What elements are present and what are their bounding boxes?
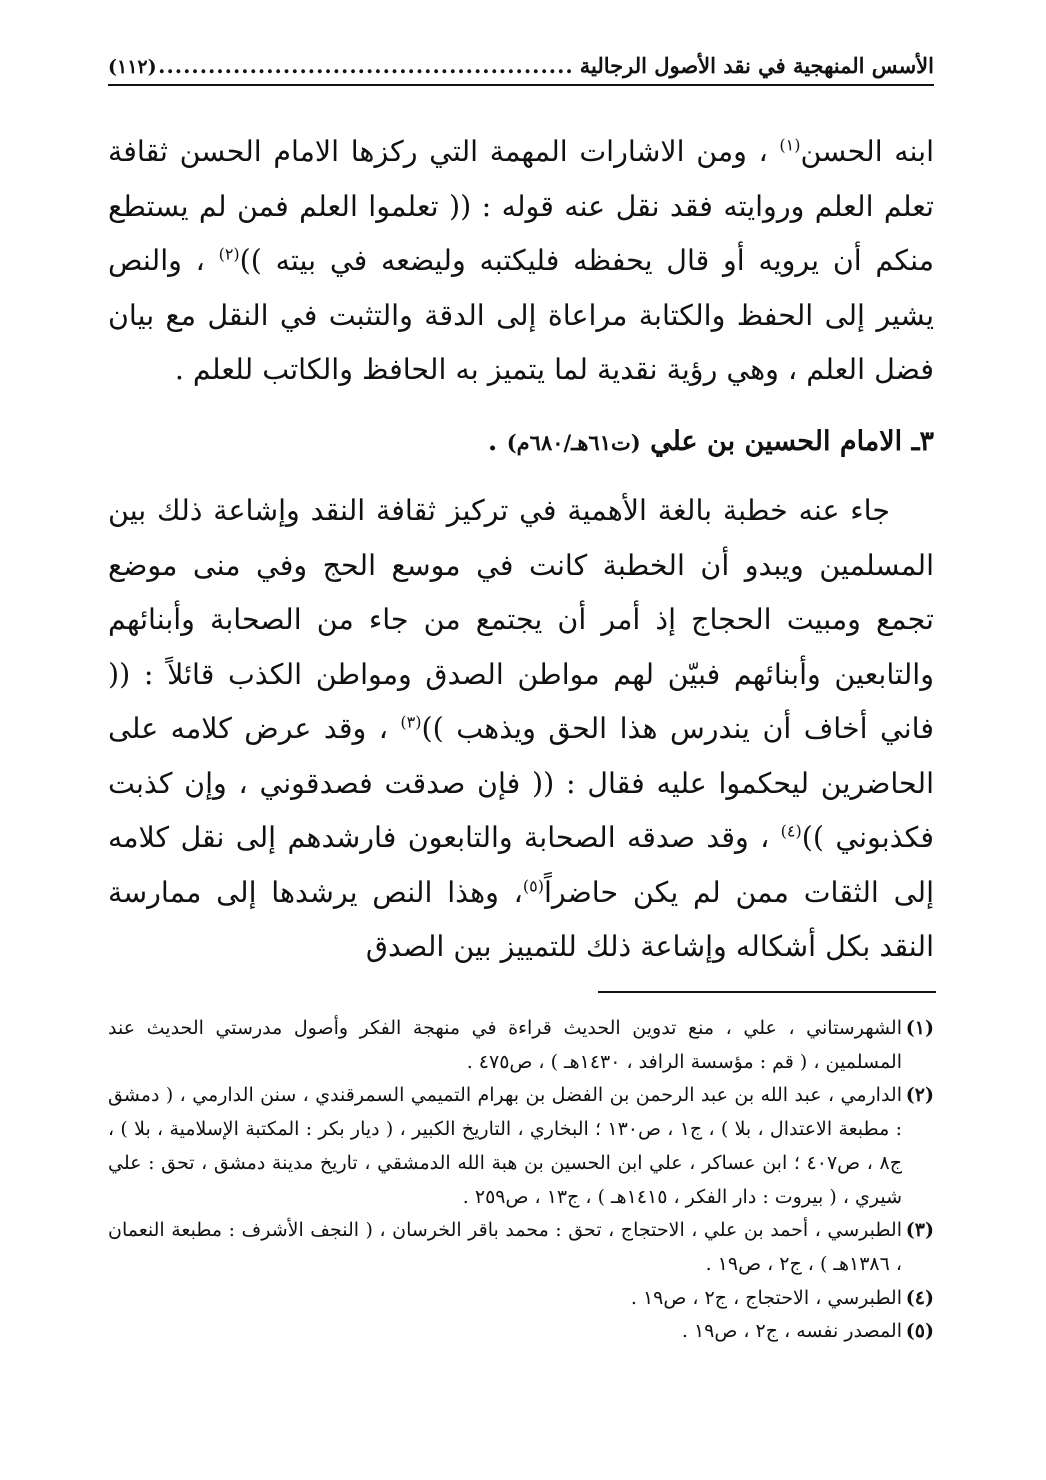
footnote-number: (٣) (905, 1219, 934, 1242)
paragraph-1-start: ابنه الحسن (800, 135, 934, 168)
section-heading (108, 415, 934, 471)
leader-dots (157, 53, 580, 78)
footnote-ref-4: (٤) (780, 821, 802, 841)
section-heading-dates: (ت٦١هـ/٦٨٠م) (506, 429, 641, 455)
footnote-text: الشهرستاني ، علي ، منع تدوين الحديث قراءة في منهجة الفكر وأصول مدرستي الحديث عند المسلمين ، ( قم : مؤسسة الرافد ، ١٤٣٠هـ ) ، ص٤٧٥ . (108, 1017, 902, 1073)
body-text (108, 125, 934, 975)
footnote-text: الدارمي ، عبد الله بن عبد الرحمن بن الفضل بن بهرام التميمي السمرقندي ، سنن الدارمي ، ( دمشق : مطبعة الاعتدال ، بلا ) ، ج١ ، ص١٣٠ ؛ البخاري ، التاريخ الكبير ، ( ديار بكر : المكتبة الإسلامية ، بلا ) ، ج٨ ، ص٤٠٧ ؛ ابن عساكر ، علي ابن الحسين بن هبة الله الدمشقي ، تاريخ مدينة دمشق ، تحق : علي شيري ، ( بيروت : دار الفكر ، ١٤١٥هـ ) ، ج١٣ ، ص٢٥٩ . (108, 1084, 902, 1208)
section-heading-title: ٣ـ الامام الحسين بن علي (640, 425, 934, 457)
footnote-ref-5: (٥) (522, 876, 544, 895)
paragraph-1 (108, 125, 934, 398)
paragraph-1-end: ، والنص يشير إلى الحفظ والكتابة مراعاة إلى الدقة والتثبت في النقل مع بيان فضل العلم ، وهي رؤية نقدية لما يتميز به الحافظ والكاتب للعلم . (108, 244, 934, 386)
footnote-ref-1: (١) (779, 135, 801, 155)
paragraph-2-part-2: ، وقد عرض كلامه على الحاضرين ليحكموا عليه فقال : (( فإن صدقت فصدقوني ، وإن كذبت فكذبوني )) (108, 712, 934, 854)
footnote-number: (١) (905, 1017, 934, 1039)
footnote-2 (108, 1079, 934, 1214)
section-heading-end: . (487, 425, 507, 457)
footnotes (108, 1012, 934, 1349)
footnote-separator (598, 991, 936, 993)
footnote-number: (٢) (905, 1084, 934, 1107)
footnote-3 (108, 1214, 934, 1281)
paragraph-2-part-1: جاء عنه خطبة بالغة الأهمية في تركيز ثقافة النقد وإشاعة ذلك بين المسلمين ويبدو أن الخطبة كانت في موسع الحج وفي منى موضع تجمع ومبيت الحجاج إذ أمر أن يجتمع من جاء من الصحابة وأبنائهم والتابعين وأبنائهم فبيّن لهم مواطن الصدق ومواطن الكذب قائلاً : (( فاني أخاف أن يندرس هذا الحق ويذهب )) (108, 494, 934, 745)
footnote-ref-3: (٣) (400, 712, 422, 732)
footnote-number: (٤) (905, 1286, 934, 1309)
paragraph-2-part-4: ، وهذا النص يرشدها إلى ممارسة النقد بكل أشكاله وإشاعة ذلك للتمييز بين الصدق (108, 875, 934, 963)
paragraph-2 (108, 484, 934, 975)
paragraph-1-middle: ، ومن الاشارات المهمة التي ركزها الامام الحسن ثقافة تعلم العلم وروايته فقد نقل عنه قوله : (( تعلموا العلم فمن لم يستطع منكم أن يرويه أو قال يحفظه فليكتبه وليضعه في بيته )) (108, 135, 934, 277)
running-header (108, 46, 934, 86)
footnote-1 (108, 1012, 934, 1079)
footnote-number: (٥) (905, 1320, 934, 1343)
footnote-text: الطبرسي ، أحمد بن علي ، الاحتجاج ، تحق : محمد باقر الخرسان ، ( النجف الأشرف : مطبعة النعمان ، ١٣٨٦هـ ) ، ج٢ ، ص١٩ . (108, 1219, 902, 1275)
footnote-text: الطبرسي ، الاحتجاج ، ج٢ ، ص١٩ . (630, 1286, 902, 1309)
paragraph-2-part-3: ، وقد صدقه الصحابة والتابعون فارشدهم إلى نقل كلامه إلى الثقات ممن لم يكن حاضراً (108, 821, 934, 909)
footnote-5 (108, 1315, 934, 1349)
footnote-ref-2: (٢) (218, 244, 240, 264)
footnote-4 (108, 1282, 934, 1316)
page-number: (١١٢) (108, 56, 157, 78)
book-title: الأسس المنهجية في نقد الأصول الرجالية (579, 53, 934, 78)
footnote-text: المصدر نفسه ، ج٢ ، ص١٩ . (681, 1320, 902, 1343)
